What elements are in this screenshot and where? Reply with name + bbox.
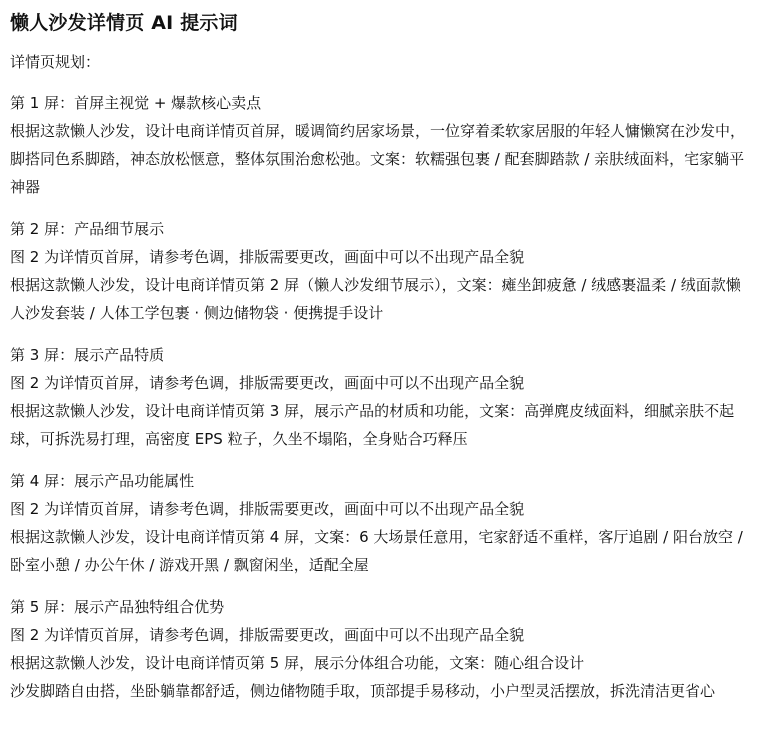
section-line: 根据这款懒人沙发，设计电商详情页第 3 屏，展示产品的材质和功能，文案：高弹麂皮绒面料，细腻亲肤不起球，可拆洗易打理，高密度 EPS 粒子，久坐不塌陷，全身贴合巧释压 [10, 402, 735, 448]
section-title: 第 5 屏：展示产品独特组合优势 [10, 598, 225, 616]
section-title: 第 4 屏：展示产品功能属性 [10, 472, 195, 490]
section-screen-4 [10, 467, 754, 579]
section-line: 图 2 为详情页首屏，请参考色调，排版需要更改，画面中可以不出现产品全貌 [10, 248, 525, 266]
section-screen-3 [10, 341, 754, 453]
section-line: 根据这款懒人沙发，设计电商详情页首屏，暖调简约居家场景，一位穿着柔软家居服的年轻人慵懒窝在沙发中，脚搭同色系脚踏，神态放松惬意，整体氛围治愈松弛。文案：软糯强包裹 / 配套脚踏款 / 亲肤绒面料，宅家躺平神器 [10, 122, 746, 196]
section-line: 图 2 为详情页首屏，请参考色调，排版需要更改，画面中可以不出现产品全貌 [10, 626, 525, 644]
section-line: 图 2 为详情页首屏，请参考色调，排版需要更改，画面中可以不出现产品全貌 [10, 374, 525, 392]
section-title: 第 1 屏：首屏主视觉 + 爆款核心卖点 [10, 94, 262, 112]
section-screen-2 [10, 215, 754, 327]
intro-text: 详情页规划： [10, 53, 101, 71]
section-screen-5 [10, 593, 754, 705]
section-line: 根据这款懒人沙发，设计电商详情页第 2 屏（懒人沙发细节展示），文案：瘫坐卸疲惫 / 绒感裹温柔 / 绒面款懒人沙发套装 / 人体工学包裹 · 侧边储物袋 · 便携提手设计 [10, 276, 741, 322]
document-title: 懒人沙发详情页 AI 提示词 [10, 12, 238, 34]
section-line: 沙发脚踏自由搭，坐卧躺靠都舒适，侧边储物随手取，顶部提手易移动，小户型灵活摆放，拆洗清洁更省心 [10, 682, 716, 700]
section-line: 根据这款懒人沙发，设计电商详情页第 4 屏，文案：6 大场景任意用，宅家舒适不重样，客厅追剧 / 阳台放空 / 卧室小憩 / 办公午休 / 游戏开黑 / 飘窗闲坐，适配全屋 [10, 528, 743, 574]
section-screen-1 [10, 89, 754, 201]
section-title: 第 3 屏：展示产品特质 [10, 346, 165, 364]
section-line: 根据这款懒人沙发，设计电商详情页第 5 屏，展示分体组合功能，文案：随心组合设计 [10, 654, 585, 672]
section-title: 第 2 屏：产品细节展示 [10, 220, 165, 238]
section-line: 图 2 为详情页首屏，请参考色调，排版需要更改，画面中可以不出现产品全貌 [10, 500, 525, 518]
